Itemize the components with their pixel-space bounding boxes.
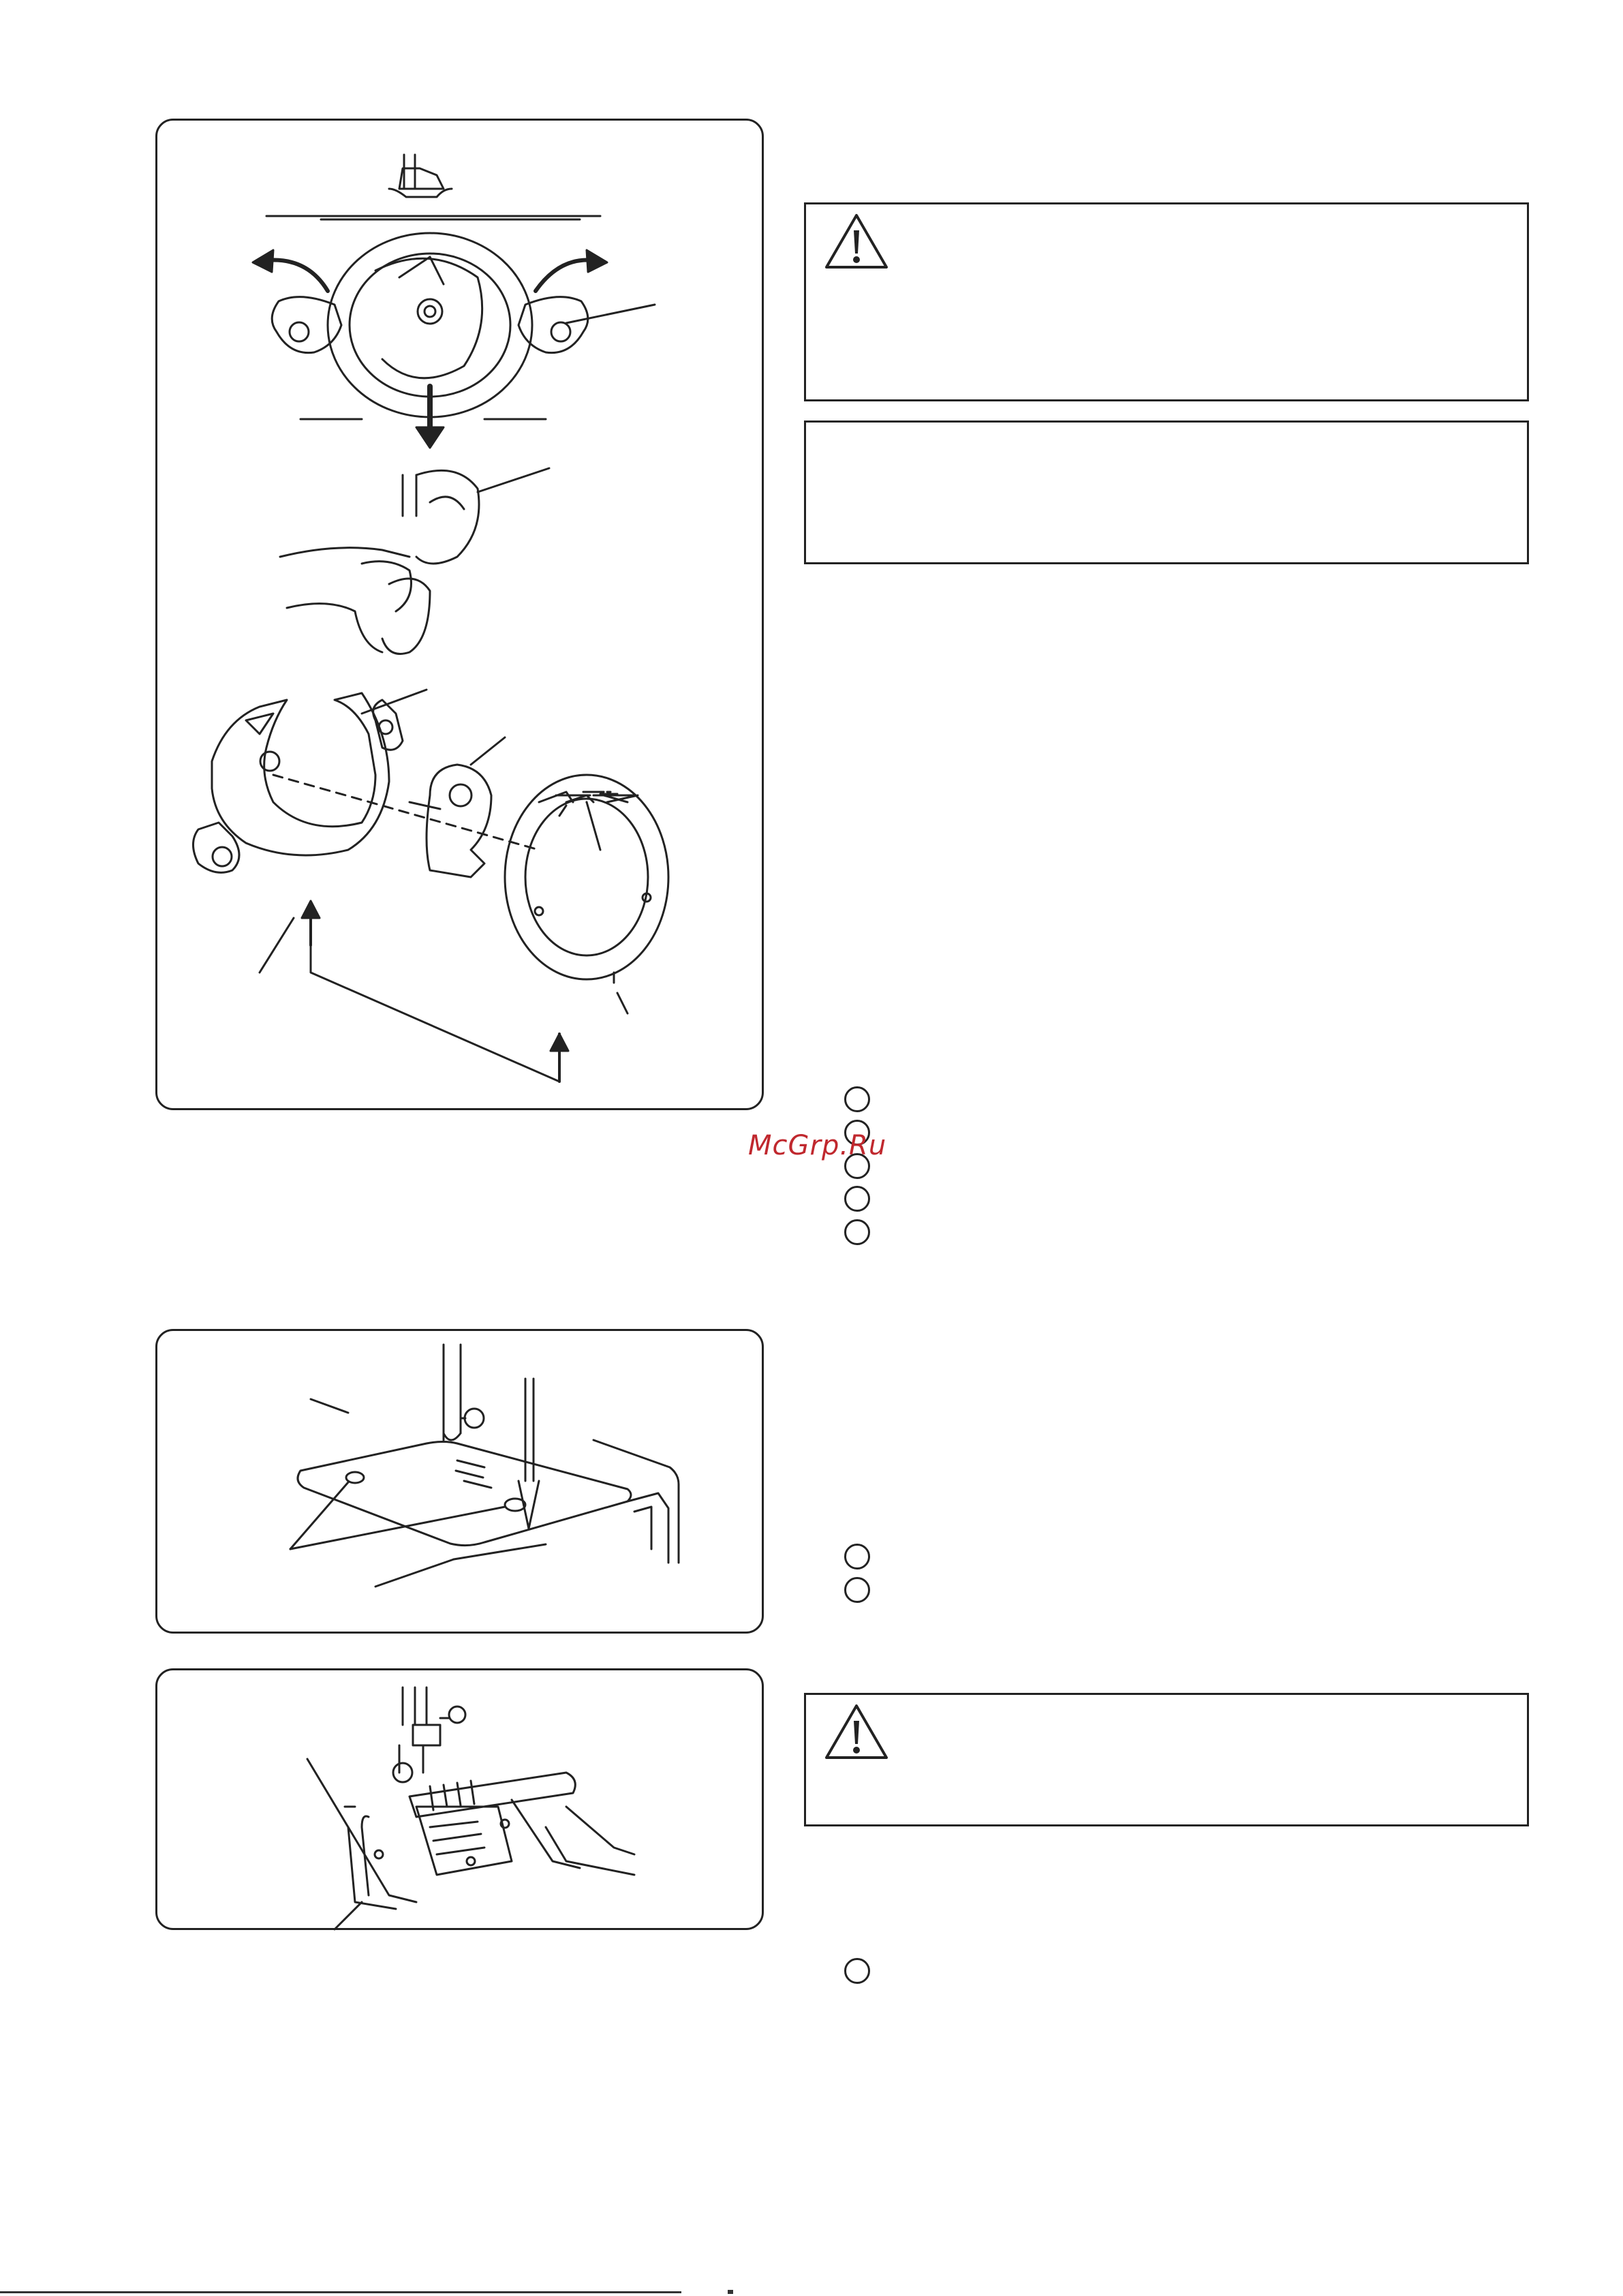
figure-hook-race-removal <box>155 119 764 1110</box>
step-number-circle <box>844 1186 870 1212</box>
step-number-circle <box>844 1086 870 1112</box>
step-number-circle <box>844 1544 870 1570</box>
figure-needle-plate-removal <box>155 1329 764 1634</box>
needle-plate-screwdriver-illustration <box>157 1331 766 1636</box>
warning-box-bottom <box>804 1693 1529 1826</box>
watermark-text: McGrp.Ru <box>748 1130 887 1161</box>
step-number-circle <box>844 1219 870 1245</box>
figure-feed-dog-cleaning <box>155 1668 764 1930</box>
footer-rule <box>0 2291 681 2293</box>
step-number-circle <box>844 1577 870 1603</box>
note-box <box>804 420 1529 564</box>
warning-box-top <box>804 202 1529 401</box>
footer-mark <box>728 2290 733 2294</box>
feed-dog-brush-illustration <box>157 1670 766 1932</box>
warning-triangle-icon <box>822 211 891 273</box>
hook-race-disassembly-illustration <box>157 121 766 1112</box>
warning-triangle-icon <box>822 1702 891 1763</box>
step-number-circle <box>844 1958 870 1984</box>
